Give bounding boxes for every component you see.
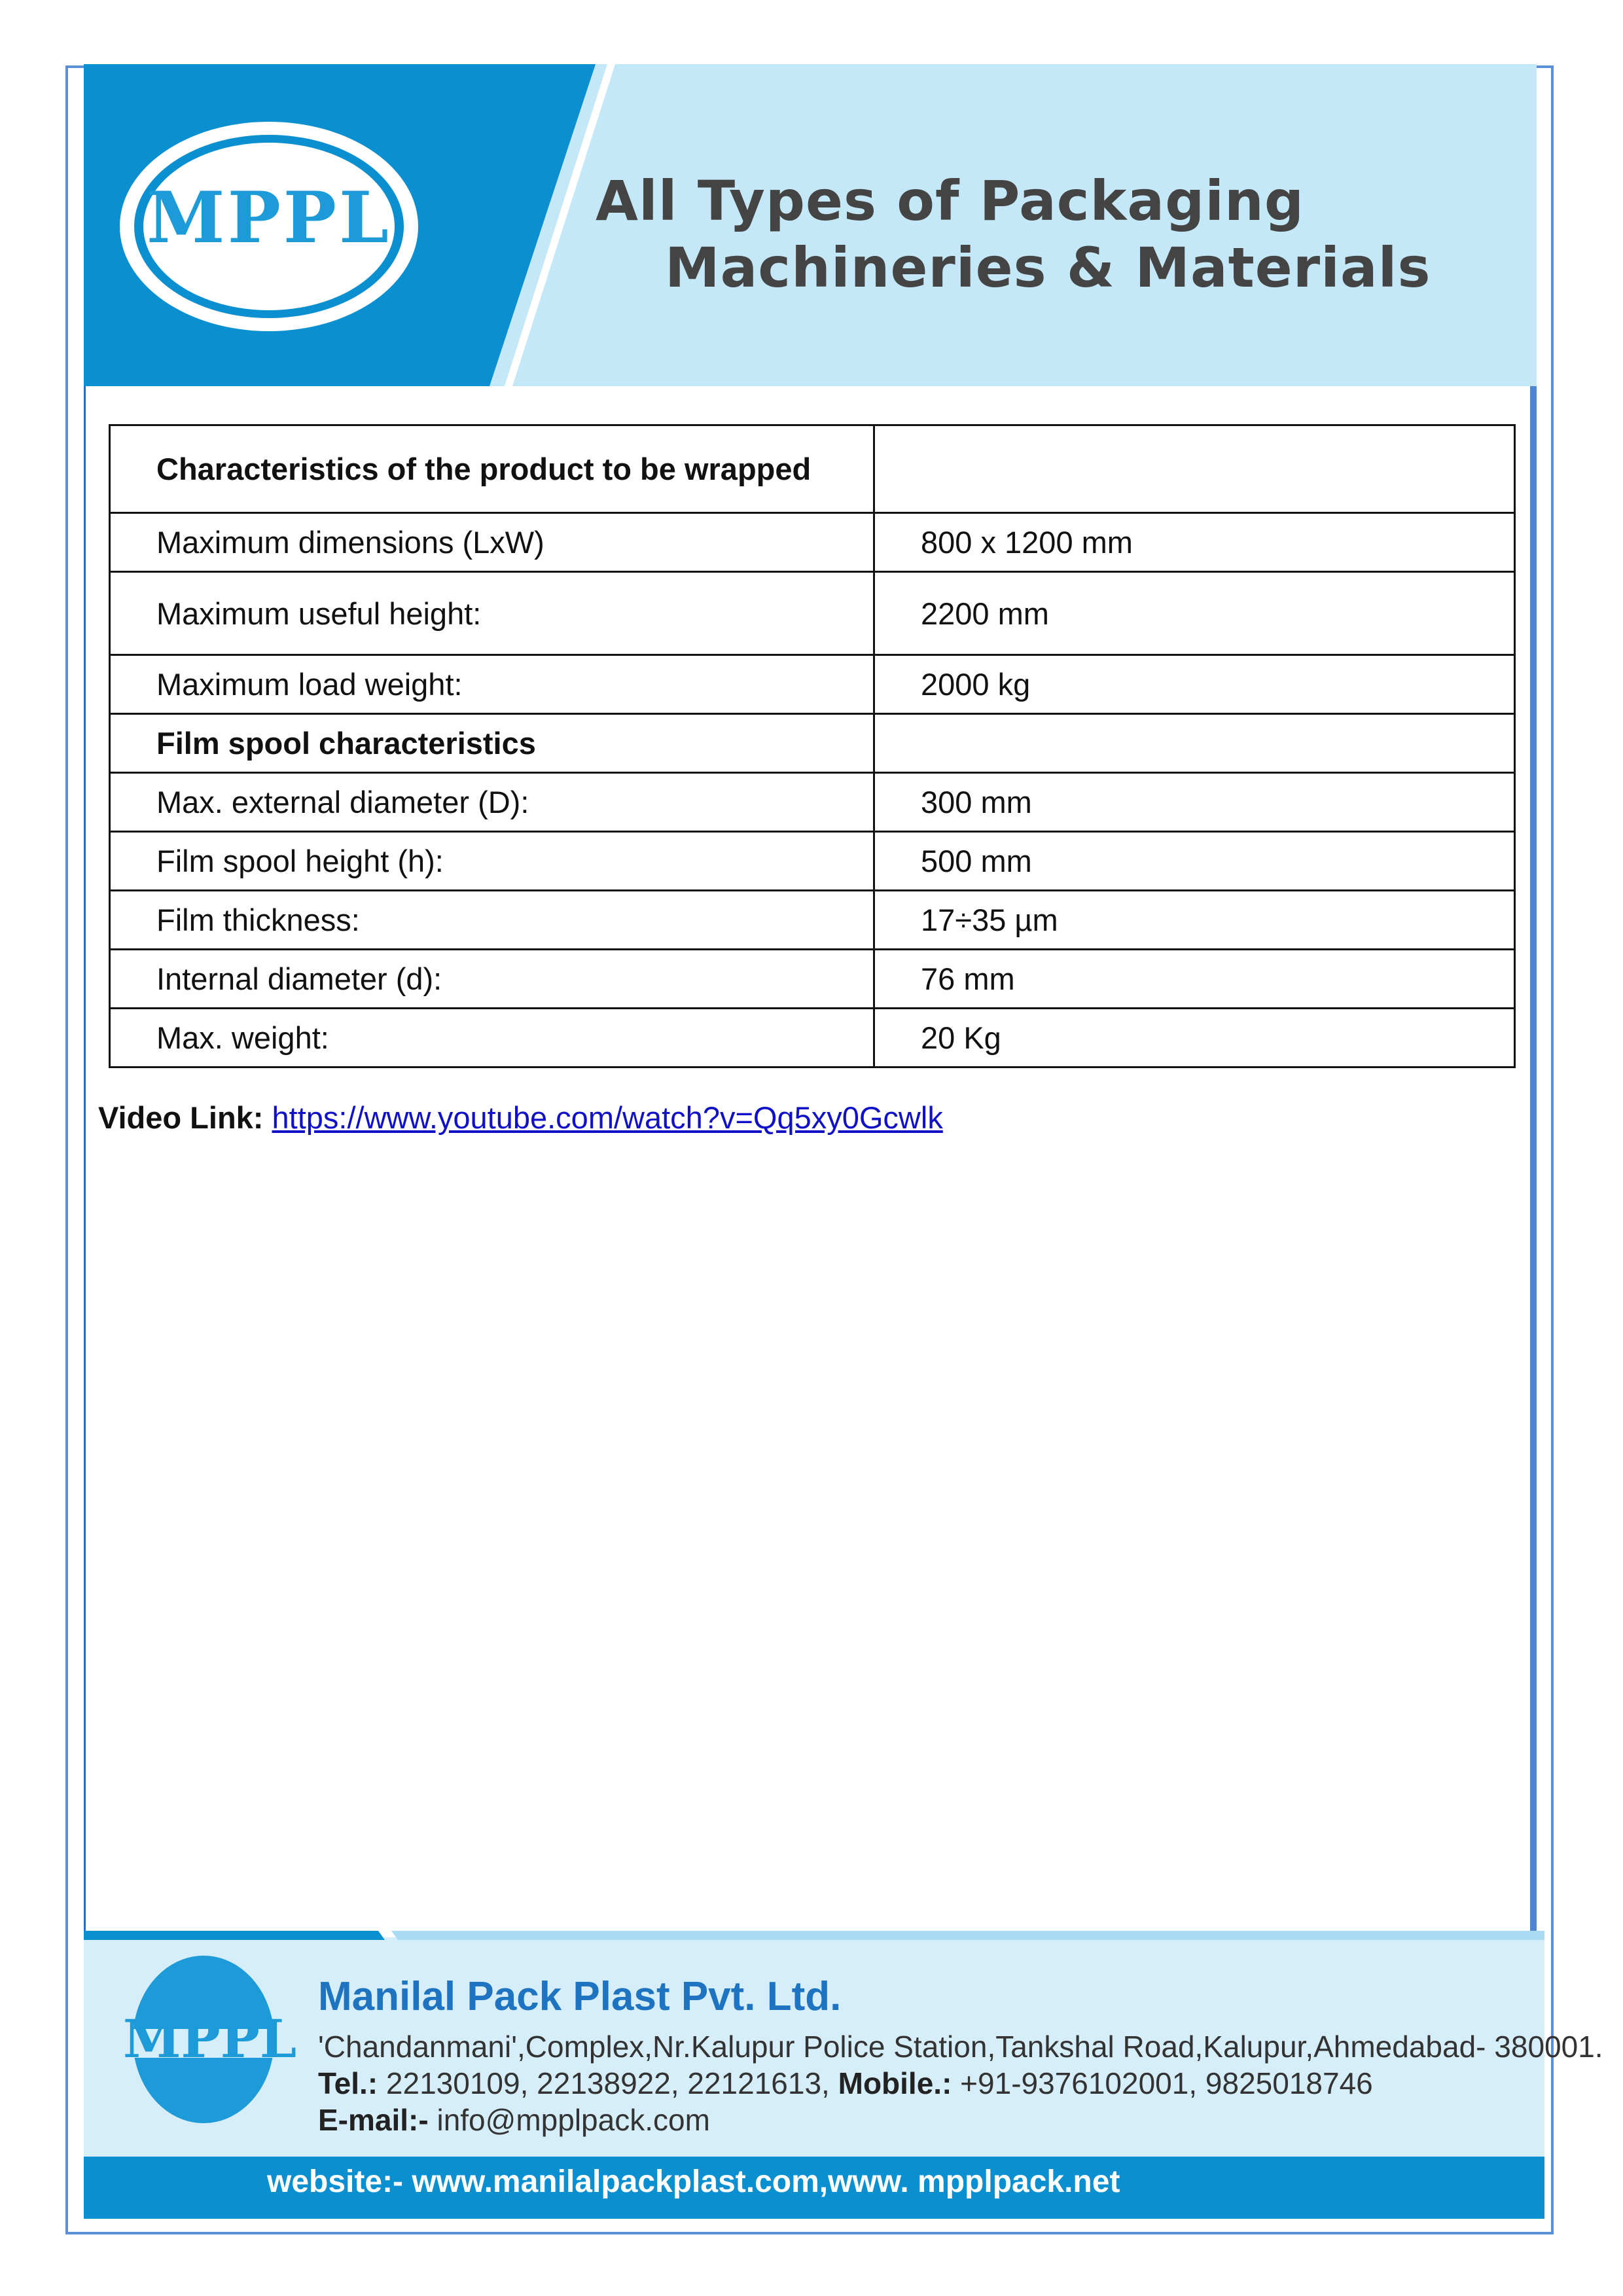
- footer-email: info@mpplpack.com: [428, 2103, 710, 2137]
- footer-email-label: E-mail:-: [318, 2103, 429, 2137]
- table-cell-value: 17÷35 µm: [874, 891, 1515, 950]
- table-row: [110, 572, 1515, 655]
- table-cell-value: 20 Kg: [874, 1009, 1515, 1067]
- table-cell-value: [874, 714, 1515, 773]
- table-cell-value: 2200 mm: [874, 572, 1515, 655]
- table-cell-label: Maximum dimensions (LxW): [110, 513, 874, 572]
- page-inner-border: [84, 85, 1537, 2217]
- table-cell-value: 500 mm: [874, 832, 1515, 891]
- table-cell-label: Max. external diameter (D):: [110, 773, 874, 832]
- table-cell-value: 300 mm: [874, 773, 1515, 832]
- footer-tel-label: Tel.:: [318, 2066, 378, 2100]
- table-cell-label: Film spool characteristics: [110, 714, 874, 773]
- footer-company-name: Manilal Pack Plast Pvt. Ltd.: [318, 1974, 842, 2019]
- table-cell-label: Max. weight:: [110, 1009, 874, 1067]
- footer-tel: 22130109, 22138922, 22121613,: [378, 2066, 838, 2100]
- table-row: [110, 655, 1515, 714]
- table-cell-value: 76 mm: [874, 950, 1515, 1009]
- header-title-line1: All Types of Packaging: [596, 169, 1304, 233]
- footer-website: website:- www.manilalpackplast.com,www. mpplpack.net: [267, 2164, 1120, 2199]
- video-link-label: Video Link:: [98, 1100, 264, 1135]
- footer-banner: [84, 1931, 1603, 2219]
- table-cell-label: Maximum load weight:: [110, 655, 874, 714]
- table-row: [110, 425, 1515, 513]
- footer-phone-line: [318, 2066, 1373, 2101]
- header-logo-text: MPPL: [147, 177, 391, 259]
- footer-address: 'Chandanmani',Complex,Nr.Kalupur Police Station,Tankshal Road,Kalupur,Ahmedabad- 380001.: [318, 2030, 1603, 2064]
- table-row: [110, 714, 1515, 773]
- table-cell-value: 800 x 1200 mm: [874, 513, 1515, 572]
- table-row: [110, 773, 1515, 832]
- table-cell-value: 2000 kg: [874, 655, 1515, 714]
- header-title-line2: Machineries & Materials: [665, 236, 1431, 300]
- table-row: [110, 1009, 1515, 1067]
- footer-email-line: [318, 2102, 710, 2138]
- table-cell-label: Internal diameter (d):: [110, 950, 874, 1009]
- table-cell-label: Film spool height (h):: [110, 832, 874, 891]
- footer-logo-text: MPPL: [123, 2008, 297, 2070]
- table-cell-label: Maximum useful height:: [110, 572, 874, 655]
- table-row: [110, 832, 1515, 891]
- header-banner: [84, 64, 1537, 386]
- video-link[interactable]: https://www.youtube.com/watch?v=Qq5xy0Gcwlk: [272, 1100, 943, 1135]
- table-row: [110, 891, 1515, 950]
- video-link-line: [98, 1100, 943, 1136]
- table-cell-value: [874, 425, 1515, 513]
- table-row: [110, 513, 1515, 572]
- table-row: [110, 950, 1515, 1009]
- footer-mobile: +91-9376102001, 9825018746: [952, 2066, 1373, 2100]
- table-cell-label: Film thickness:: [110, 891, 874, 950]
- spec-table: [109, 424, 1516, 1068]
- footer-mobile-label: Mobile.:: [838, 2066, 952, 2100]
- table-cell-label: Characteristics of the product to be wrapped: [110, 425, 874, 513]
